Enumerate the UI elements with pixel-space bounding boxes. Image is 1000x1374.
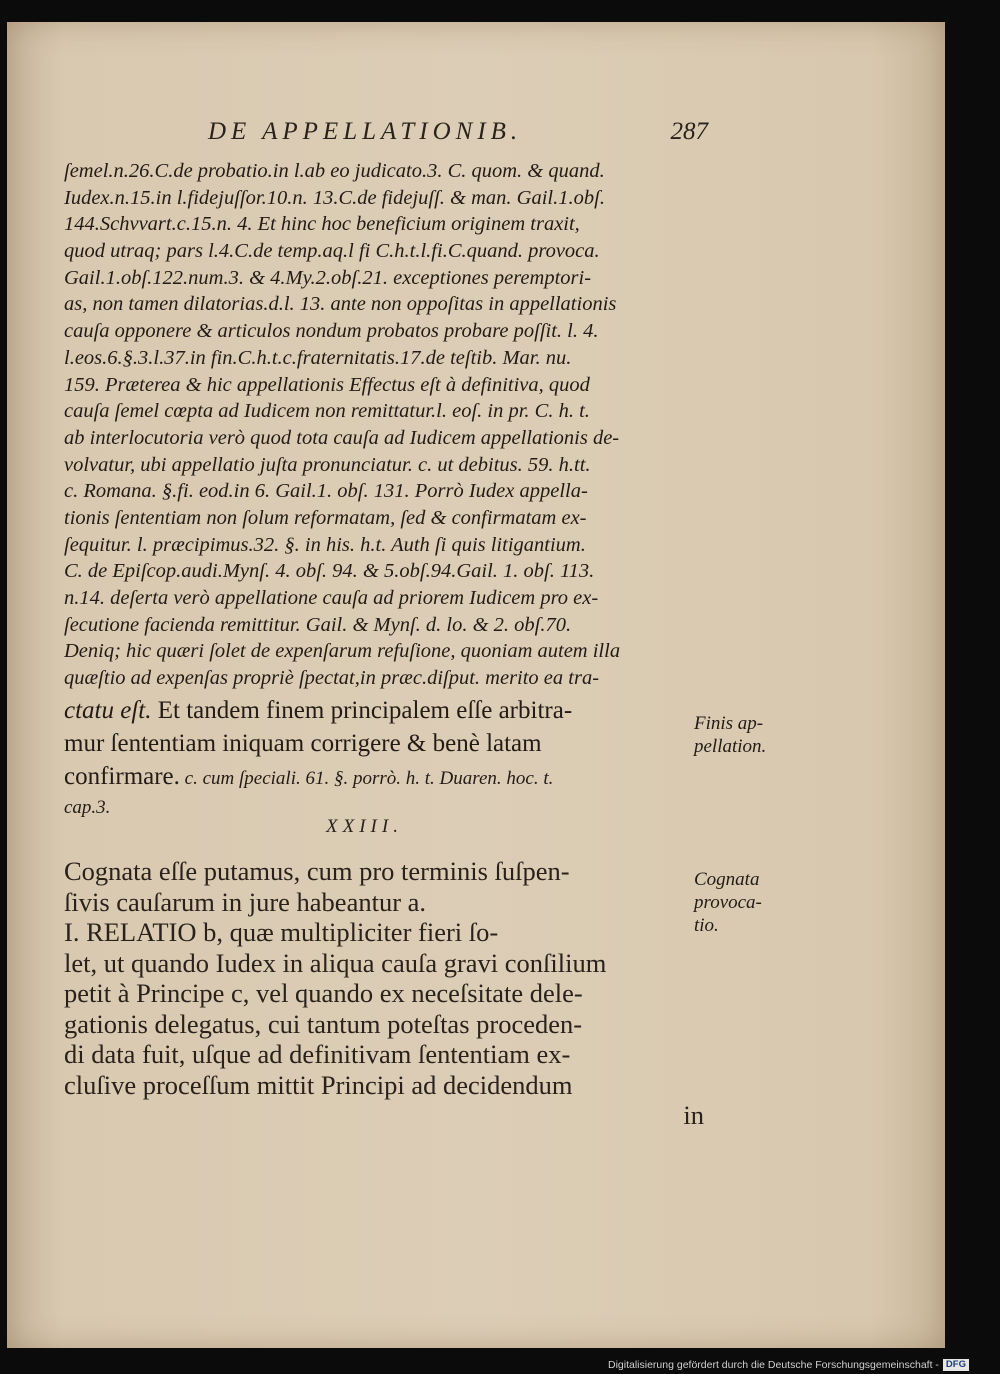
text-line: quæſtio ad expenſas propriè ſpectat,in præc.diſput. merito ea tra- (64, 667, 600, 690)
dfg-logo: DFG (943, 1359, 969, 1371)
text-line (64, 694, 694, 727)
page-header (208, 118, 708, 148)
roman-fragment: confirmare. (64, 763, 180, 790)
text-line: ſequitur. l. præcipimus.32. §. in his. h.t. Auth ſi quis litigantium. (64, 533, 586, 556)
margin-note-line: Finis ap- (694, 713, 764, 734)
text-line: Gail.1.obſ.122.num.3. & 4.My.2.obſ.21. exceptiones peremptori- (64, 266, 592, 289)
section-number: XXIII. (326, 816, 403, 837)
margin-note-line: pellation. (694, 736, 767, 757)
text-line: cauſa ſemel cœpta ad Iudicem non remittatur.l. eoſ. in pr. C. h. t. (64, 400, 590, 423)
text-line: l.eos.6.§.3.l.37.in fin.C.h.t.c.fraternitatis.17.de teſtib. Mar. nu. (64, 346, 572, 369)
margin-note-finis (694, 712, 766, 758)
text-line: I. RELATIO b, quæ multipliciter fieri ſo- (64, 917, 499, 947)
margin-note-line: provoca- (694, 892, 762, 913)
text-line (64, 760, 694, 793)
catchword: in (683, 1100, 704, 1130)
page-number: 287 (670, 118, 708, 145)
footer-text: Digitalisierung gefördert durch die Deutsche Forschungsgemeinschaft - (608, 1359, 939, 1371)
text-line: di data fuit, uſque ad definitivam ſententiam ex- (64, 1039, 571, 1069)
text-line: ſivis cauſarum in jure habeantur a. (64, 886, 427, 917)
italic-fragment: ctatu eſt. (64, 697, 152, 724)
text-line: Iudex.n.15.in l.fidejuſſor.10.n. 13.C.de fidejuſſ. & man. Gail.1.obſ. (64, 186, 605, 209)
roman-fragment: mur ſententiam iniquam corrigere & benè latam (64, 730, 542, 757)
text-line: petit à Principe c, vel quando ex neceſsitate dele- (64, 978, 583, 1008)
margin-note-line: tio. (694, 915, 719, 936)
text-line: Deniq; hic quæri ſolet de expenſarum refuſione, quoniam autem illa (64, 640, 621, 663)
main-text-paragraph (64, 694, 694, 823)
citation-end: cap.3. (64, 797, 111, 818)
text-line: gationis delegatus, cui tantum poteſtas proceden- (64, 1008, 583, 1039)
text-line: tionis ſententiam non ſolum reformatam, ſed & confirmatam ex- (64, 506, 587, 529)
text-line: volvatur, ubi appellatio juſta pronunciatur. c. ut debitus. 59. h.tt. (64, 453, 591, 476)
running-title: DE APPELLATIONIB. (208, 118, 523, 145)
text-line: ab interlocutoria verò quod tota cauſa ad Iudicem appellationis de- (64, 426, 620, 449)
text-line: c. Romana. §.fi. eod.in 6. Gail.1. obſ. 131. Porrò Iudex appella- (64, 480, 588, 503)
text-line: 144.Schvvart.c.15.n. 4. Et hinc hoc beneficium originem traxit, (64, 213, 580, 236)
text-line: n.14. deſerta verò appellatione cauſa ad priorem Iudicem pro ex- (64, 587, 599, 609)
text-line: cluſive proceſſum mittit Principi ad decidendum (64, 1069, 573, 1100)
text-line: Cognata eſſe putamus, cum pro terminis ſuſpen- (64, 856, 570, 886)
text-line: ſecutione facienda remittitur. Gail. & Mynſ. d. lo. & 2. obſ.70. (64, 613, 572, 636)
text-line: ſemel.n.26.C.de probatio.in l.ab eo judicato.3. C. quom. & quand. (64, 160, 605, 182)
text-line: as, non tamen dilatorias.d.l. 13. ante non oppoſitas in appellationis (64, 293, 617, 316)
text-line: let, ut quando Iudex in aliqua cauſa gravi conſilium (64, 947, 607, 978)
footer-credit (608, 1358, 1000, 1374)
margin-note-cognata (694, 868, 762, 937)
footnote-italic-paragraph (64, 158, 704, 692)
roman-fragment: Et tandem finem principalem eſſe arbitra- (151, 697, 573, 724)
text-line: C. de Epiſcop.audi.Mynſ. 4. obſ. 94. & 5.obſ.94.Gail. 1. obſ. 113. (64, 560, 595, 583)
text-line: quod utraq; pars l.4.C.de temp.aq.l fi C.h.t.l.fi.C.quand. provoca. (64, 240, 600, 263)
margin-note-line: Cognata (694, 869, 760, 890)
italic-fragment: c. cum ſpeciali. 61. §. porrò. h. t. Duaren. hoc. t. (179, 768, 554, 789)
section-body (64, 856, 704, 1131)
text-line: 159. Præterea & hic appellationis Effectus eſt à definitiva, quod (64, 373, 590, 396)
text-line: cauſa opponere & articulos nondum probatos probare poſſit. l. 4. (64, 320, 599, 343)
text-line (64, 727, 694, 760)
